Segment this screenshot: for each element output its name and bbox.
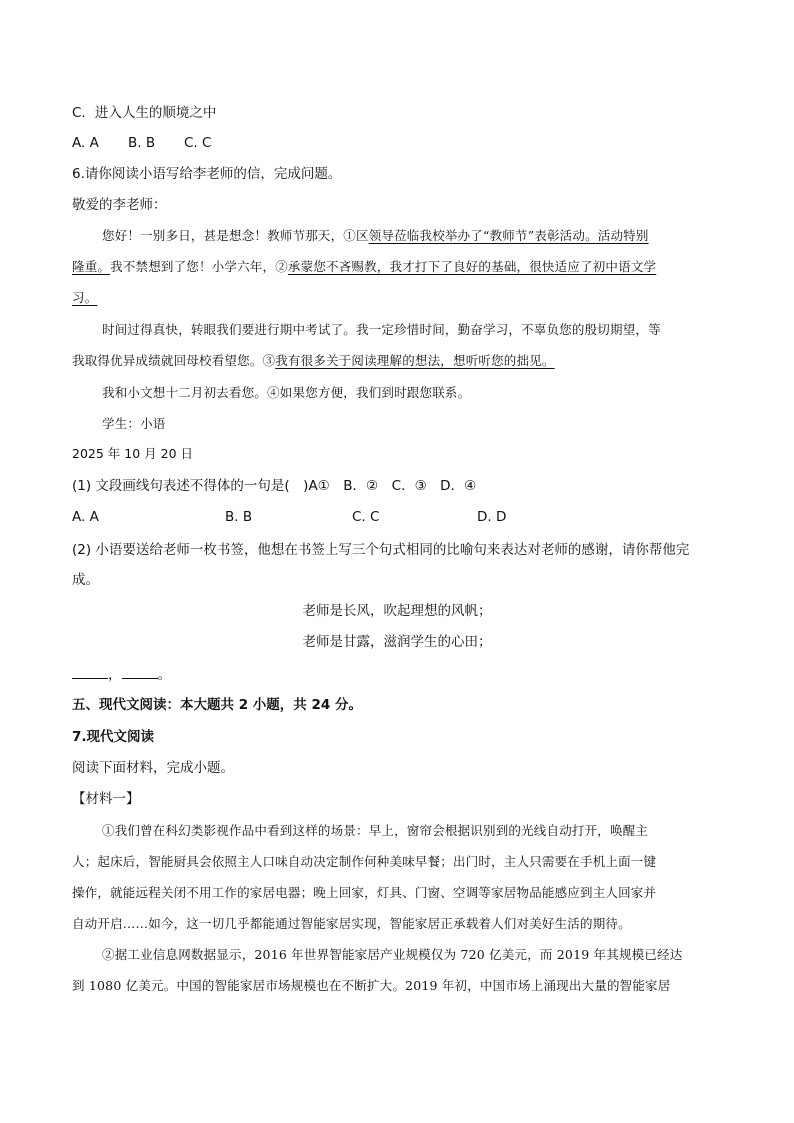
q5-option-c: C．进入人生的顺境之中: [72, 105, 217, 121]
material2-line1: ②据工业信息网数据显示，2016 年世界智能家居产业规模仅为 720 亿美元，而 2019 年其规模已经达: [102, 947, 683, 962]
section-heading: 五、现代文阅读：本大题共 2 小题，共 24 分。: [72, 697, 362, 713]
q5-answer-a[interactable]: A. A: [72, 135, 99, 151]
q6-title: 6.请你阅读小语写给李老师的信，完成问题。: [72, 166, 342, 182]
letter-p1-line3: [72, 288, 97, 308]
reading-instruction: 阅读下面材料，完成小题。: [72, 760, 234, 776]
answer-blank-2[interactable]: [122, 664, 158, 679]
blank-end: 。: [157, 667, 171, 683]
underlined-sentence-1-end: 隆重。: [72, 259, 111, 274]
q5-answer-c[interactable]: C. C: [184, 135, 212, 151]
underlined-sentence-2: 承蒙您不吝赐教，我才打下了良好的基础，很快适应了初中语文学: [287, 259, 657, 274]
answer-blank-row: [72, 664, 171, 685]
material1-line2: 人；起床后，智能厨具会依照主人口味自动决定制作何种美味早餐；出门时，主人只需要在手机上面一键: [72, 854, 657, 869]
letter-text: 我取得优异成绩就回母校看望您。③: [72, 353, 276, 368]
letter-p2-line2: [72, 351, 555, 371]
q6-answer-a[interactable]: A. A: [72, 509, 99, 525]
letter-p3: 我和小文想十二月初去看您。④如果您方便，我们到时跟您联系。: [102, 385, 471, 400]
letter-text: 您好！一别多日，甚是想念！教师节那天，①区: [102, 228, 369, 243]
material2-line2: 到 1080 亿美元。中国的智能家居市场规模也在不断扩大。2019 年初，中国市场上涌现出大量的智能家居: [72, 978, 671, 993]
letter-p2-line1: 时间过得真快，转眼我们要进行期中考试了。我一定珍惜时间，勤奋学习，不辜负您的殷切期望，等: [102, 322, 661, 337]
material1-line1: ①我们曾在科幻类影视作品中看到这样的场景：早上，窗帘会根据识别到的光线自动打开，唤醒主: [102, 823, 649, 838]
q6-sub2-line2: 成。: [72, 572, 99, 588]
material1-line3: 操作，就能远程关闭不用工作的家居电器；晚上回家，灯具、门窗、空调等家居物品能感应到主人回家并: [72, 885, 657, 900]
letter-salutation: 敬爱的李老师：: [72, 197, 167, 213]
blank-separator: ，: [108, 667, 122, 683]
letter-p1-line2: [72, 257, 656, 277]
q6-sub2-line1: (2) 小语要送给老师一枚书签，他想在书签上写三个句式相同的比喻句来表达对老师的感谢，请你帮他完: [72, 542, 690, 558]
metaphor-example-2: 老师是甘露，滋润学生的心田；: [302, 634, 492, 650]
q6-answer-b[interactable]: B. B: [225, 509, 253, 525]
underlined-sentence-1: 领导莅临我校举办了“教师节”表彰活动。活动特别: [368, 228, 649, 243]
metaphor-example-1: 老师是长风，吹起理想的风帆；: [302, 603, 492, 619]
letter-p1-line1: [102, 226, 649, 246]
q6-sub1-answer-row: [72, 507, 572, 527]
q6-sub1: (1) 文段画线句表述不得体的一句是( )A① B．② C．③ D．④: [72, 478, 477, 494]
letter-signature: 学生：小语: [102, 416, 166, 431]
q6-answer-d[interactable]: D. D: [477, 509, 507, 525]
q5-answer-row: [72, 133, 292, 153]
letter-text: 我不禁想到了您！小学六年，②: [110, 259, 288, 274]
q5-answer-b[interactable]: B. B: [128, 135, 156, 151]
q7-title: 7.现代文阅读: [72, 729, 155, 745]
material1-line4: 自动开启……如今，这一切几乎都能通过智能家居实现，智能家居正承载着人们对美好生活的期待。: [72, 916, 631, 931]
answer-blank-1[interactable]: [72, 664, 108, 679]
q6-answer-c[interactable]: C. C: [352, 509, 380, 525]
underlined-sentence-3: 我有很多关于阅读理解的想法，想听听您的拙见。: [275, 353, 555, 368]
letter-date: 2025 年 10 月 20 日: [72, 446, 193, 461]
underlined-sentence-2-end: 习。: [72, 290, 98, 305]
material-label: 【材料一】: [72, 791, 140, 807]
